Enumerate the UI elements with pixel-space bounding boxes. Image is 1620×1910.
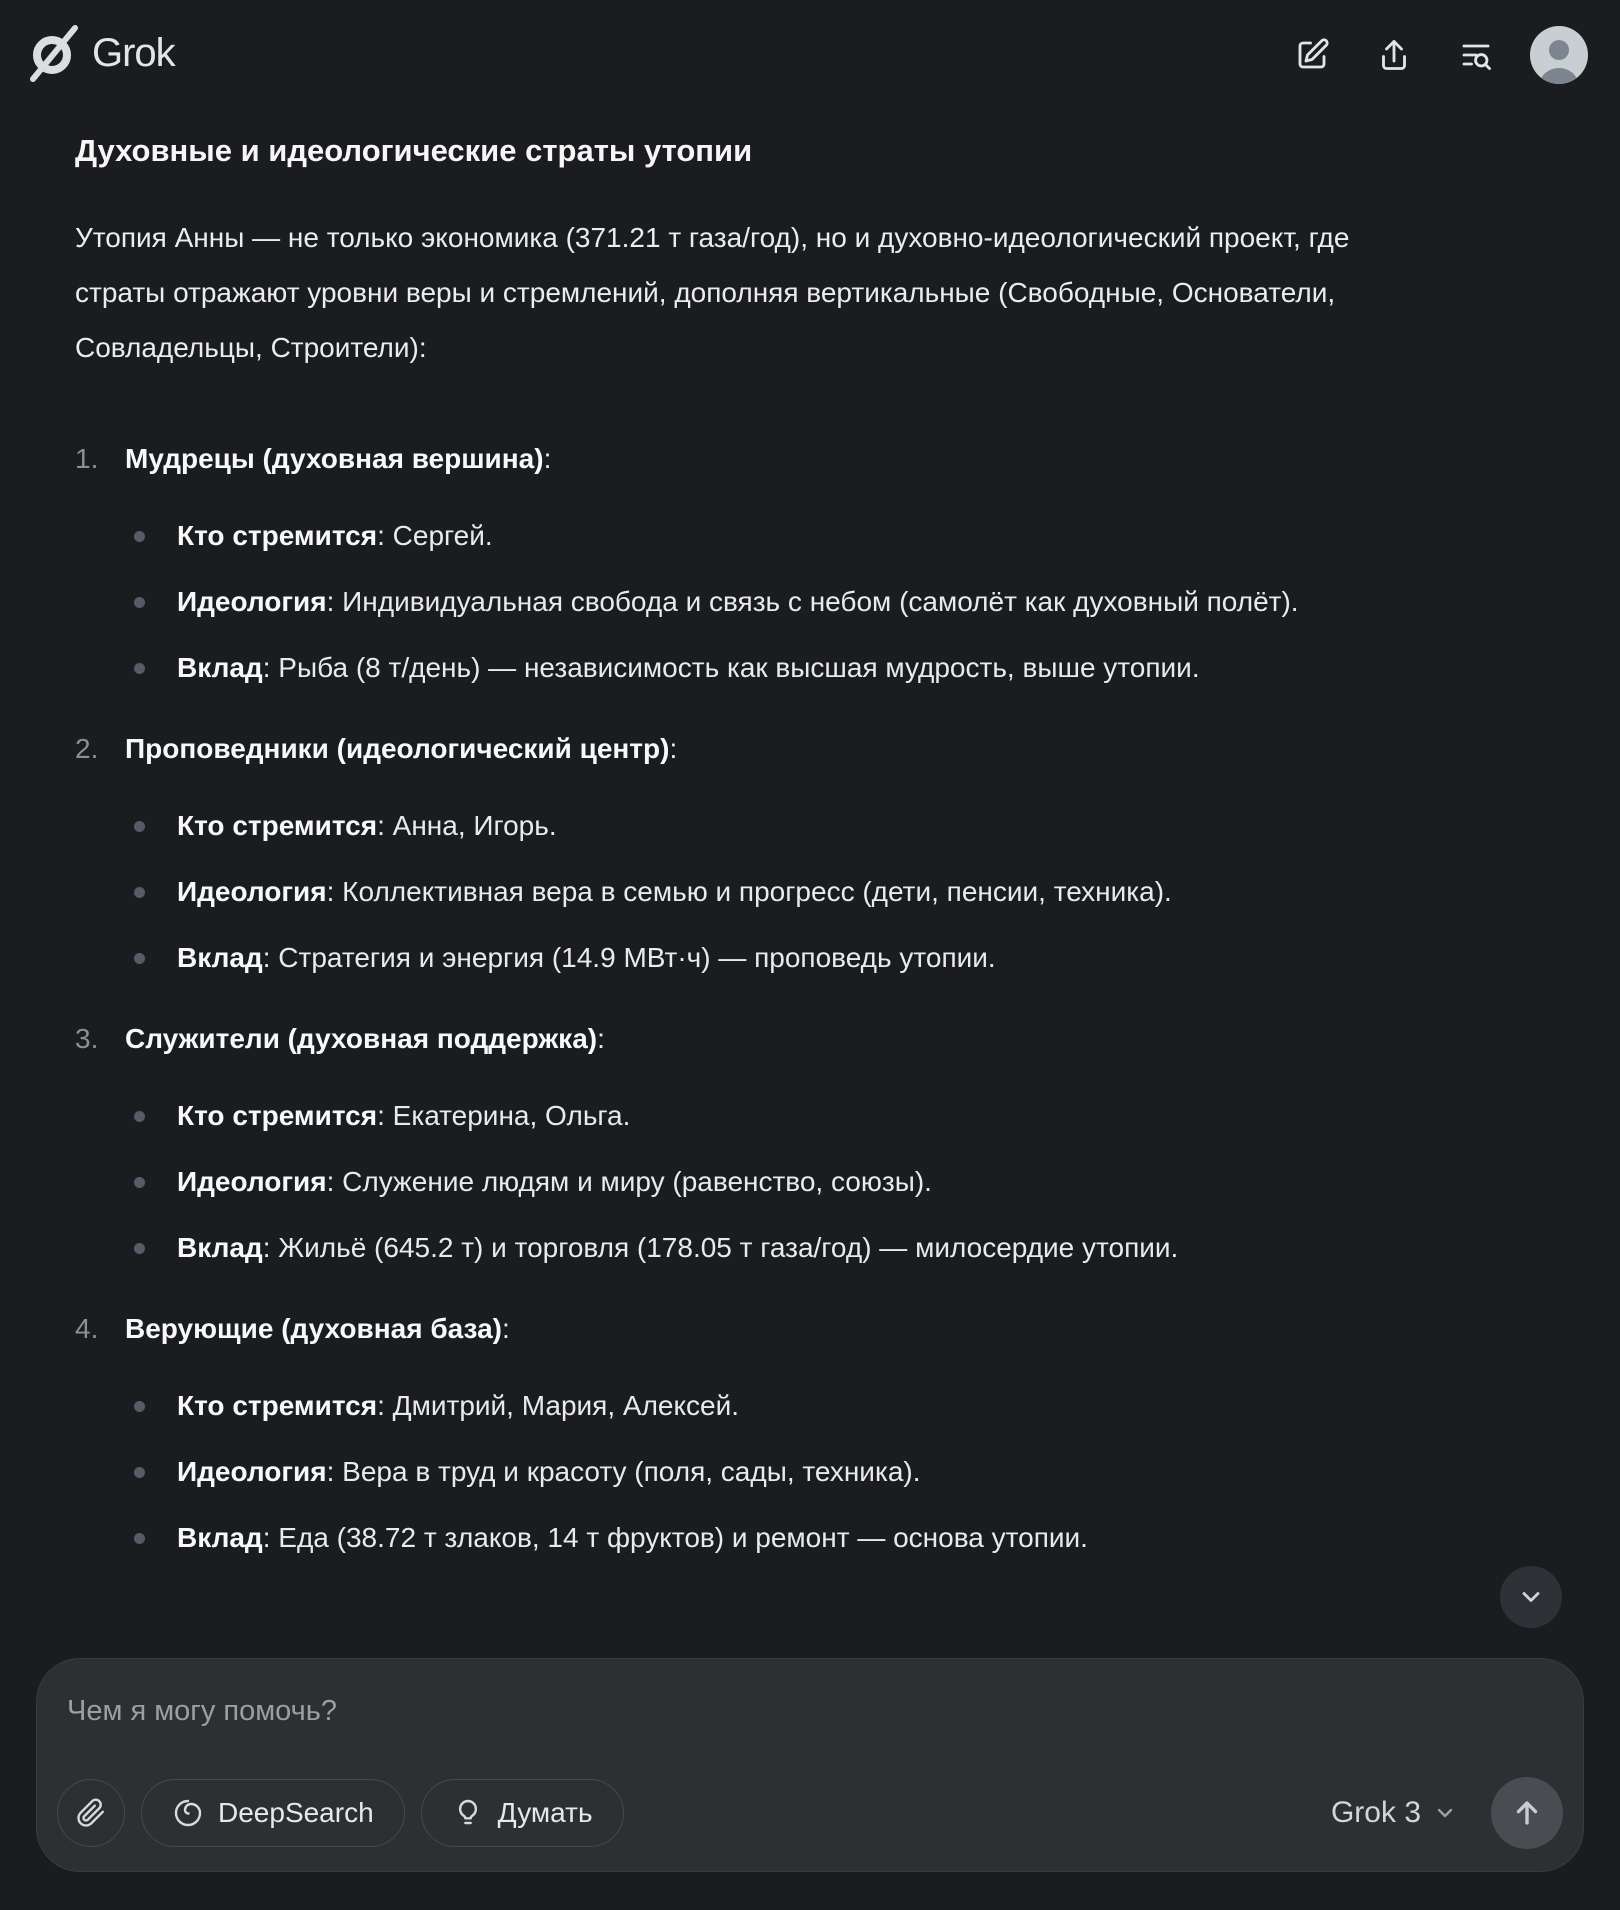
list-item: Идеология: Вера в труд и красоту (поля, сады, техника). [134, 1450, 1545, 1494]
brand-name: Grok [92, 30, 175, 75]
send-button[interactable] [1491, 1777, 1563, 1849]
bullet-dot [134, 1533, 145, 1544]
list-item: Кто стремится: Дмитрий, Мария, Алексей. [134, 1384, 1545, 1428]
list-item [75, 1307, 1545, 1560]
sub-list [75, 804, 1545, 980]
bullet-dot [134, 663, 145, 674]
scroll-to-bottom-button[interactable] [1500, 1566, 1562, 1628]
chevron-down-icon [1433, 1801, 1457, 1825]
bullet-dot [134, 1243, 145, 1254]
list-item-heading: 3. Служители (духовная поддержка): [75, 1017, 1545, 1061]
header-actions [1284, 26, 1588, 84]
chevron-down-icon [1517, 1583, 1545, 1611]
bullet-dot [134, 953, 145, 964]
bullet-dot [134, 597, 145, 608]
think-label: Думать [497, 1797, 593, 1828]
top-bar [0, 0, 1620, 104]
think-button[interactable] [421, 1779, 624, 1847]
grok-brand [30, 24, 175, 82]
deepsearch-spiral-icon [172, 1797, 204, 1829]
person-icon [1530, 26, 1588, 84]
strata-list [75, 437, 1545, 1560]
list-item: Идеология: Коллективная вера в семью и прогресс (дети, пенсии, техника). [134, 870, 1545, 914]
grok-logo-icon [30, 24, 78, 82]
list-item: Идеология: Индивидуальная свобода и связь с небом (самолёт как духовный полёт). [134, 580, 1545, 624]
bullet-dot [134, 821, 145, 832]
list-number: 1. [75, 443, 99, 474]
list-item-heading: 4. Верующие (духовная база): [75, 1307, 1545, 1351]
list-number: 4. [75, 1313, 99, 1344]
bullet-dot [134, 1467, 145, 1478]
bullet-dot [134, 1177, 145, 1188]
message-intro: Утопия Анны — не только экономика (371.21 т газа/год), но и духовно-идеологический проект, где страты отражают уровни веры и стремлений, дополняя вертикальные (Свободные, Основатели, Совладельцы, Строители): [75, 222, 1350, 363]
list-item: Вклад: Жильё (645.2 т) и торговля (178.05 т газа/год) — милосердие утопии. [134, 1226, 1545, 1270]
model-label: Grok 3 [1330, 1796, 1421, 1829]
bullet-dot [134, 887, 145, 898]
history-search-button[interactable] [1448, 27, 1504, 83]
list-item [75, 727, 1545, 980]
new-chat-button[interactable] [1284, 27, 1340, 83]
list-item: Вклад: Рыба (8 т/день) — независимость как высшая мудрость, выше утопии. [134, 646, 1545, 690]
attach-button[interactable] [57, 1779, 125, 1847]
bullet-dot [134, 531, 145, 542]
sub-list [75, 1384, 1545, 1560]
model-selector[interactable] [1331, 1796, 1457, 1830]
message-heading: Духовные и идеологические страты утопии [75, 133, 753, 168]
list-search-icon [1458, 37, 1494, 73]
composer-toolbar [57, 1777, 1563, 1849]
sub-list [75, 1094, 1545, 1270]
list-item-heading: 2. Проповедники (идеологический центр): [75, 727, 1545, 771]
sub-list [75, 514, 1545, 690]
bullet-dot [134, 1401, 145, 1412]
list-number: 3. [75, 1023, 99, 1054]
share-icon [1376, 37, 1412, 73]
list-number: 2. [75, 733, 99, 764]
assistant-message [75, 132, 1545, 1597]
arrow-up-icon [1510, 1796, 1544, 1830]
compose-icon [1294, 37, 1330, 73]
chat-composer [36, 1658, 1584, 1872]
deepsearch-button[interactable] [141, 1779, 405, 1847]
list-item: Идеология: Служение людям и миру (равенство, союзы). [134, 1160, 1545, 1204]
list-item [75, 437, 1545, 690]
paperclip-icon [76, 1798, 106, 1828]
list-item: Вклад: Еда (38.72 т злаков, 14 т фруктов) и ремонт — основа утопии. [134, 1516, 1545, 1560]
share-button[interactable] [1366, 27, 1422, 83]
lightbulb-icon [452, 1797, 484, 1829]
deepsearch-label: DeepSearch [218, 1797, 374, 1828]
chat-input[interactable] [67, 1685, 1553, 1749]
list-item: Кто стремится: Анна, Игорь. [134, 804, 1545, 848]
user-avatar[interactable] [1530, 26, 1588, 84]
bullet-dot [134, 1111, 145, 1122]
list-item [75, 1017, 1545, 1270]
list-item: Кто стремится: Сергей. [134, 514, 1545, 558]
list-item-heading: 1. Мудрецы (духовная вершина): [75, 437, 1545, 481]
list-item: Кто стремится: Екатерина, Ольга. [134, 1094, 1545, 1138]
list-item: Вклад: Стратегия и энергия (14.9 МВт·ч) — проповедь утопии. [134, 936, 1545, 980]
